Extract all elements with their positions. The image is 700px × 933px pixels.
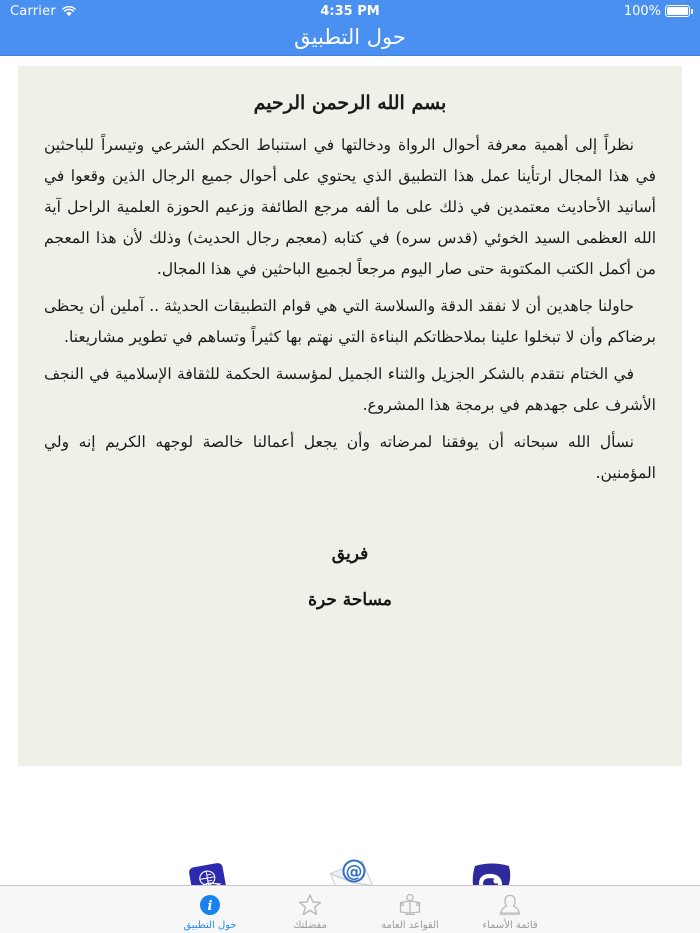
bottom-tab-bar xyxy=(0,885,700,933)
tab-label: مفضلتك xyxy=(293,919,327,931)
tab-label: قائمة الأسماء xyxy=(482,919,538,931)
status-bar-time: 4:35 PM xyxy=(320,3,380,19)
about-paragraph: نظراً إلى أهمية معرفة أحوال الرواة ودخالتها في استنباط الحكم الشرعي وتيسراً للباحثين في هذا المجال ارتأينا عمل هذا التطبيق الذي يحتوي على أحوال جميع الرجال الذين وقعوا في أسانيد الأحاديث معتمدين في ذلك على ما ألفه مرجع الطائفة وزعيم الحوزة العلمية الراحل آية الله العظمى السيد الخوئي (قدس سره) في كتابه (معجم رجال الحديث) وذلك لأن هذا المعجم من أكمل الكتب المكتوبة حتى صار اليوم مرجعاً لجميع الباحثين في هذا المجال. xyxy=(44,136,656,278)
hikma-foundation-logo[interactable] xyxy=(176,850,240,885)
partner-logo-row xyxy=(0,846,700,885)
battery-fill xyxy=(667,7,688,14)
tab-favorites[interactable] xyxy=(260,886,360,933)
battery-full-icon xyxy=(665,5,690,17)
svg-text:@: @ xyxy=(345,862,363,882)
status-bar xyxy=(0,0,700,22)
carrier-label: Carrier xyxy=(10,3,56,19)
tab-names-list[interactable] xyxy=(460,886,560,933)
signature-team-label: فريق xyxy=(331,544,369,564)
about-paragraph: حاولنا جاهدين أن لا نفقد الدقة والسلاسة التي هي قوام التطبيقات الحديثة .. آملين أن يحظى برضاكم وأن لا تبخلوا علينا بملاحظاتكم البناءة التي نهتم بها كثيراً وتساهم في تطوير مشاريعنا. xyxy=(44,297,656,346)
tab-general-rules[interactable] xyxy=(360,886,460,933)
about-paragraph: نسأل الله سبحانه أن يوفقنا لمرضاته وأن يجعل أعمالنا خالصة لوجهه الكريم إنه ولي المؤمنين. xyxy=(44,433,656,482)
navigation-bar xyxy=(0,22,700,56)
content-scroll-area[interactable] xyxy=(0,56,700,885)
signature-team-name: مساحة حرة xyxy=(308,590,392,610)
status-bar-right xyxy=(624,4,690,19)
tab-about-app[interactable] xyxy=(160,886,260,933)
battery-percent-label: 100% xyxy=(623,3,661,19)
star-icon xyxy=(298,892,322,918)
basmala-heading: بسم الله الرحمن الرحيم xyxy=(253,92,447,114)
open-book-icon xyxy=(398,892,422,918)
tab-label: القواعد العامة xyxy=(381,919,439,931)
status-bar-left xyxy=(10,4,76,19)
person-icon xyxy=(498,892,522,918)
masaha-hurra-logo[interactable] xyxy=(460,850,524,885)
tab-label: حول التطبيق xyxy=(183,919,237,931)
about-paragraph: في الختام نتقدم بالشكر الجزيل والثناء الجميل لمؤسسة الحكمة للثقافة الإسلامية في النجف الأشرف على جهدهم في برمجة هذا المشروع. xyxy=(44,365,656,414)
wifi-icon xyxy=(62,6,76,17)
page-title: حول التطبيق xyxy=(294,24,406,49)
email-contact-icon[interactable] xyxy=(318,850,382,885)
signature-block xyxy=(44,544,656,610)
svg-text:i: i xyxy=(207,898,213,914)
info-circle-icon xyxy=(199,892,221,918)
about-text-panel xyxy=(18,66,682,766)
